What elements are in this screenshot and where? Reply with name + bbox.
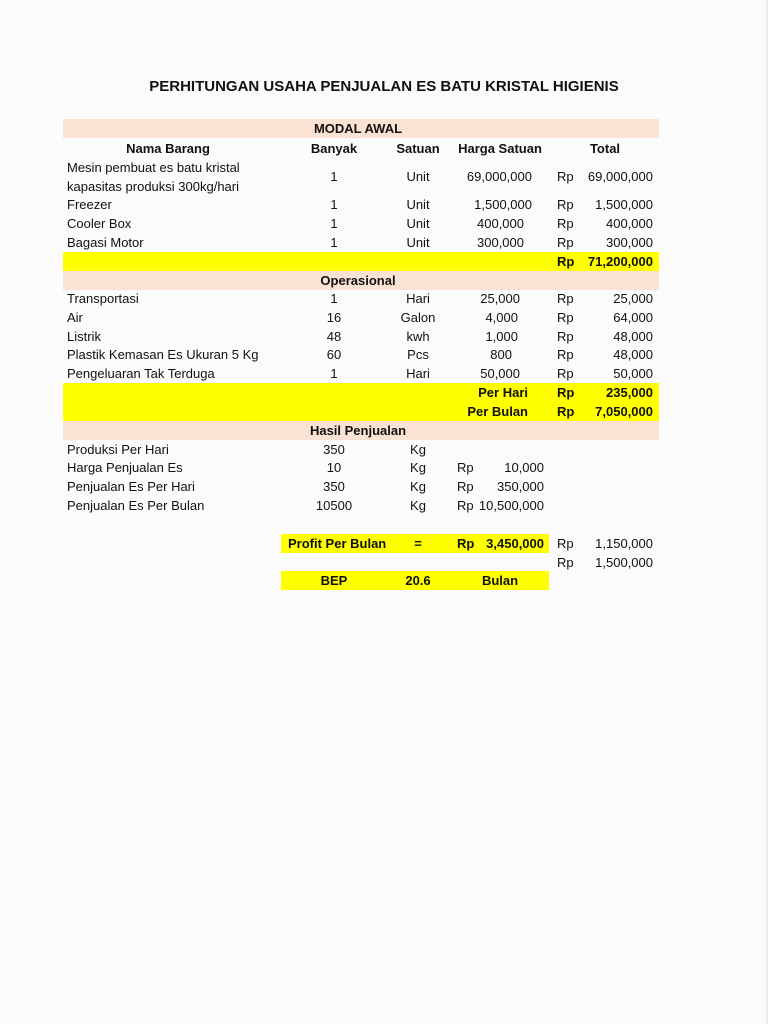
op-row-4-item: Plastik Kemasan Es Ukuran 5 Kg [67,347,259,362]
hasil-row-2-item: Harga Penjualan Es [67,460,183,475]
op-row-4-unit: Pcs [407,347,429,362]
modal-row-4-total: 300,000 [606,235,653,250]
modal-row-2-total: 1,500,000 [595,197,653,212]
modal-total-cur: Rp [557,254,575,269]
op-row-1-cur: Rp [557,291,574,306]
profit-value: 3,450,000 [486,536,544,551]
modal-row-1-price: 69,000,000 [466,169,532,184]
hasil-row-4-unit: Kg [410,498,426,513]
op-row-4-qty: 60 [326,347,342,362]
hasil-row-2-qty: 10 [326,460,342,475]
header-item: Nama Barang [126,141,210,156]
op-row-5-unit: Hari [406,366,430,381]
op-row-1-qty: 1 [330,291,338,306]
modal-row-1-qty: 1 [330,169,338,184]
op-row-3-unit: kwh [406,329,430,344]
modal-row-4-item: Bagasi Motor [67,235,144,250]
modal-row-3-total: 400,000 [606,216,653,231]
op-row-3-item: Listrik [67,329,101,344]
profit-side-cur-2: Rp [557,555,574,570]
op-row-5-price: 50,000 [480,366,520,381]
hasil-row-1-unit: Kg [410,442,426,457]
modal-row-4-qty: 1 [330,235,338,250]
hasil-row-3-cur: Rp [457,479,474,494]
op-row-5-total: 50,000 [613,366,653,381]
hasil-row-4-qty: 10500 [315,498,353,513]
op-row-2-item: Air [67,310,83,325]
op-row-1-price: 25,000 [480,291,520,306]
modal-row-1-unit: Unit [406,169,430,184]
bep-unit: Bulan [481,573,519,588]
per-bulan-total: 7,050,000 [595,404,653,419]
per-hari-total: 235,000 [606,385,653,400]
op-row-2-total: 64,000 [613,310,653,325]
modal-row-4-price: 300,000 [477,235,524,250]
modal-row-4-unit: Unit [406,235,430,250]
modal-row-3-cur: Rp [557,216,574,231]
op-row-2-price: 4,000 [485,310,518,325]
op-row-2-qty: 16 [326,310,342,325]
modal-awal-label: MODAL AWAL [313,121,403,136]
per-bulan-cur: Rp [557,404,575,419]
modal-row-3-qty: 1 [330,216,338,231]
modal-row-1-total: 69,000,000 [587,169,653,184]
profit-label: Profit Per Bulan [288,536,387,551]
modal-row-4-cur: Rp [557,235,574,250]
per-hari-cur: Rp [557,385,575,400]
per-bulan-label: Per Bulan [467,404,528,419]
profit-side-cur-1: Rp [557,536,574,551]
op-row-5-cur: Rp [557,366,574,381]
header-unit: Satuan [396,141,440,156]
operasional-label: Operasional [320,273,396,288]
op-row-3-price: 1,000 [485,329,518,344]
modal-row-3-price: 400,000 [477,216,524,231]
op-row-4-total: 48,000 [613,347,653,362]
header-total: Total [589,141,621,156]
hasil-row-2-cur: Rp [457,460,474,475]
profit-side-value-2: 1,500,000 [595,555,653,570]
modal-row-2-item: Freezer [67,197,112,212]
op-row-3-qty: 48 [326,329,342,344]
op-row-4-price: 800 [490,347,512,362]
per-hari-label: Per Hari [478,385,528,400]
bep-value: 20.6 [405,573,431,588]
hasil-row-2-unit: Kg [410,460,426,475]
op-row-1-item: Transportasi [67,291,139,306]
bep-label: BEP [320,573,348,588]
page-title: PERHITUNGAN USAHA PENJUALAN ES BATU KRISTAL HIGIENIS [149,78,619,95]
hasil-row-4-cur: Rp [457,498,474,513]
modal-row-1-cur: Rp [557,169,574,184]
profit-side-value-1: 1,150,000 [595,536,653,551]
op-row-5-item: Pengeluaran Tak Terduga [67,366,215,381]
modal-row-1-item-line2: kapasitas produksi 300kg/hari [67,179,239,194]
modal-row-3-unit: Unit [406,216,430,231]
modal-row-2-cur: Rp [557,197,574,212]
modal-row-2-qty: 1 [330,197,338,212]
header-price: Harga Satuan [458,141,542,156]
op-row-1-total: 25,000 [613,291,653,306]
hasil-row-3-qty: 350 [323,479,345,494]
hasil-row-1-item: Produksi Per Hari [67,442,169,457]
header-qty: Banyak [310,141,358,156]
op-row-3-total: 48,000 [613,329,653,344]
op-row-1-unit: Hari [406,291,430,306]
op-row-2-unit: Galon [400,310,436,325]
op-row-2-cur: Rp [557,310,574,325]
op-row-3-cur: Rp [557,329,574,344]
modal-row-2-price: 1,500,000 [474,197,532,212]
hasil-row-4-item: Penjualan Es Per Bulan [67,498,205,513]
hasil-row-3-item: Penjualan Es Per Hari [67,479,195,494]
hasil-row-2-value: 10,000 [504,460,544,475]
modal-row-2-unit: Unit [406,197,430,212]
modal-row-1-item-line1: Mesin pembuat es batu kristal [67,160,240,175]
modal-total-value: 71,200,000 [587,254,653,269]
hasil-penjualan-label: Hasil Penjualan [309,423,407,438]
hasil-row-1-qty: 350 [323,442,345,457]
modal-row-3-item: Cooler Box [67,216,132,231]
op-row-4-cur: Rp [557,347,574,362]
profit-equals: = [414,536,422,551]
op-row-5-qty: 1 [330,366,338,381]
profit-cur: Rp [457,536,475,551]
hasil-row-3-value: 350,000 [497,479,544,494]
hasil-row-3-unit: Kg [410,479,426,494]
hasil-row-4-value: 10,500,000 [478,498,544,513]
